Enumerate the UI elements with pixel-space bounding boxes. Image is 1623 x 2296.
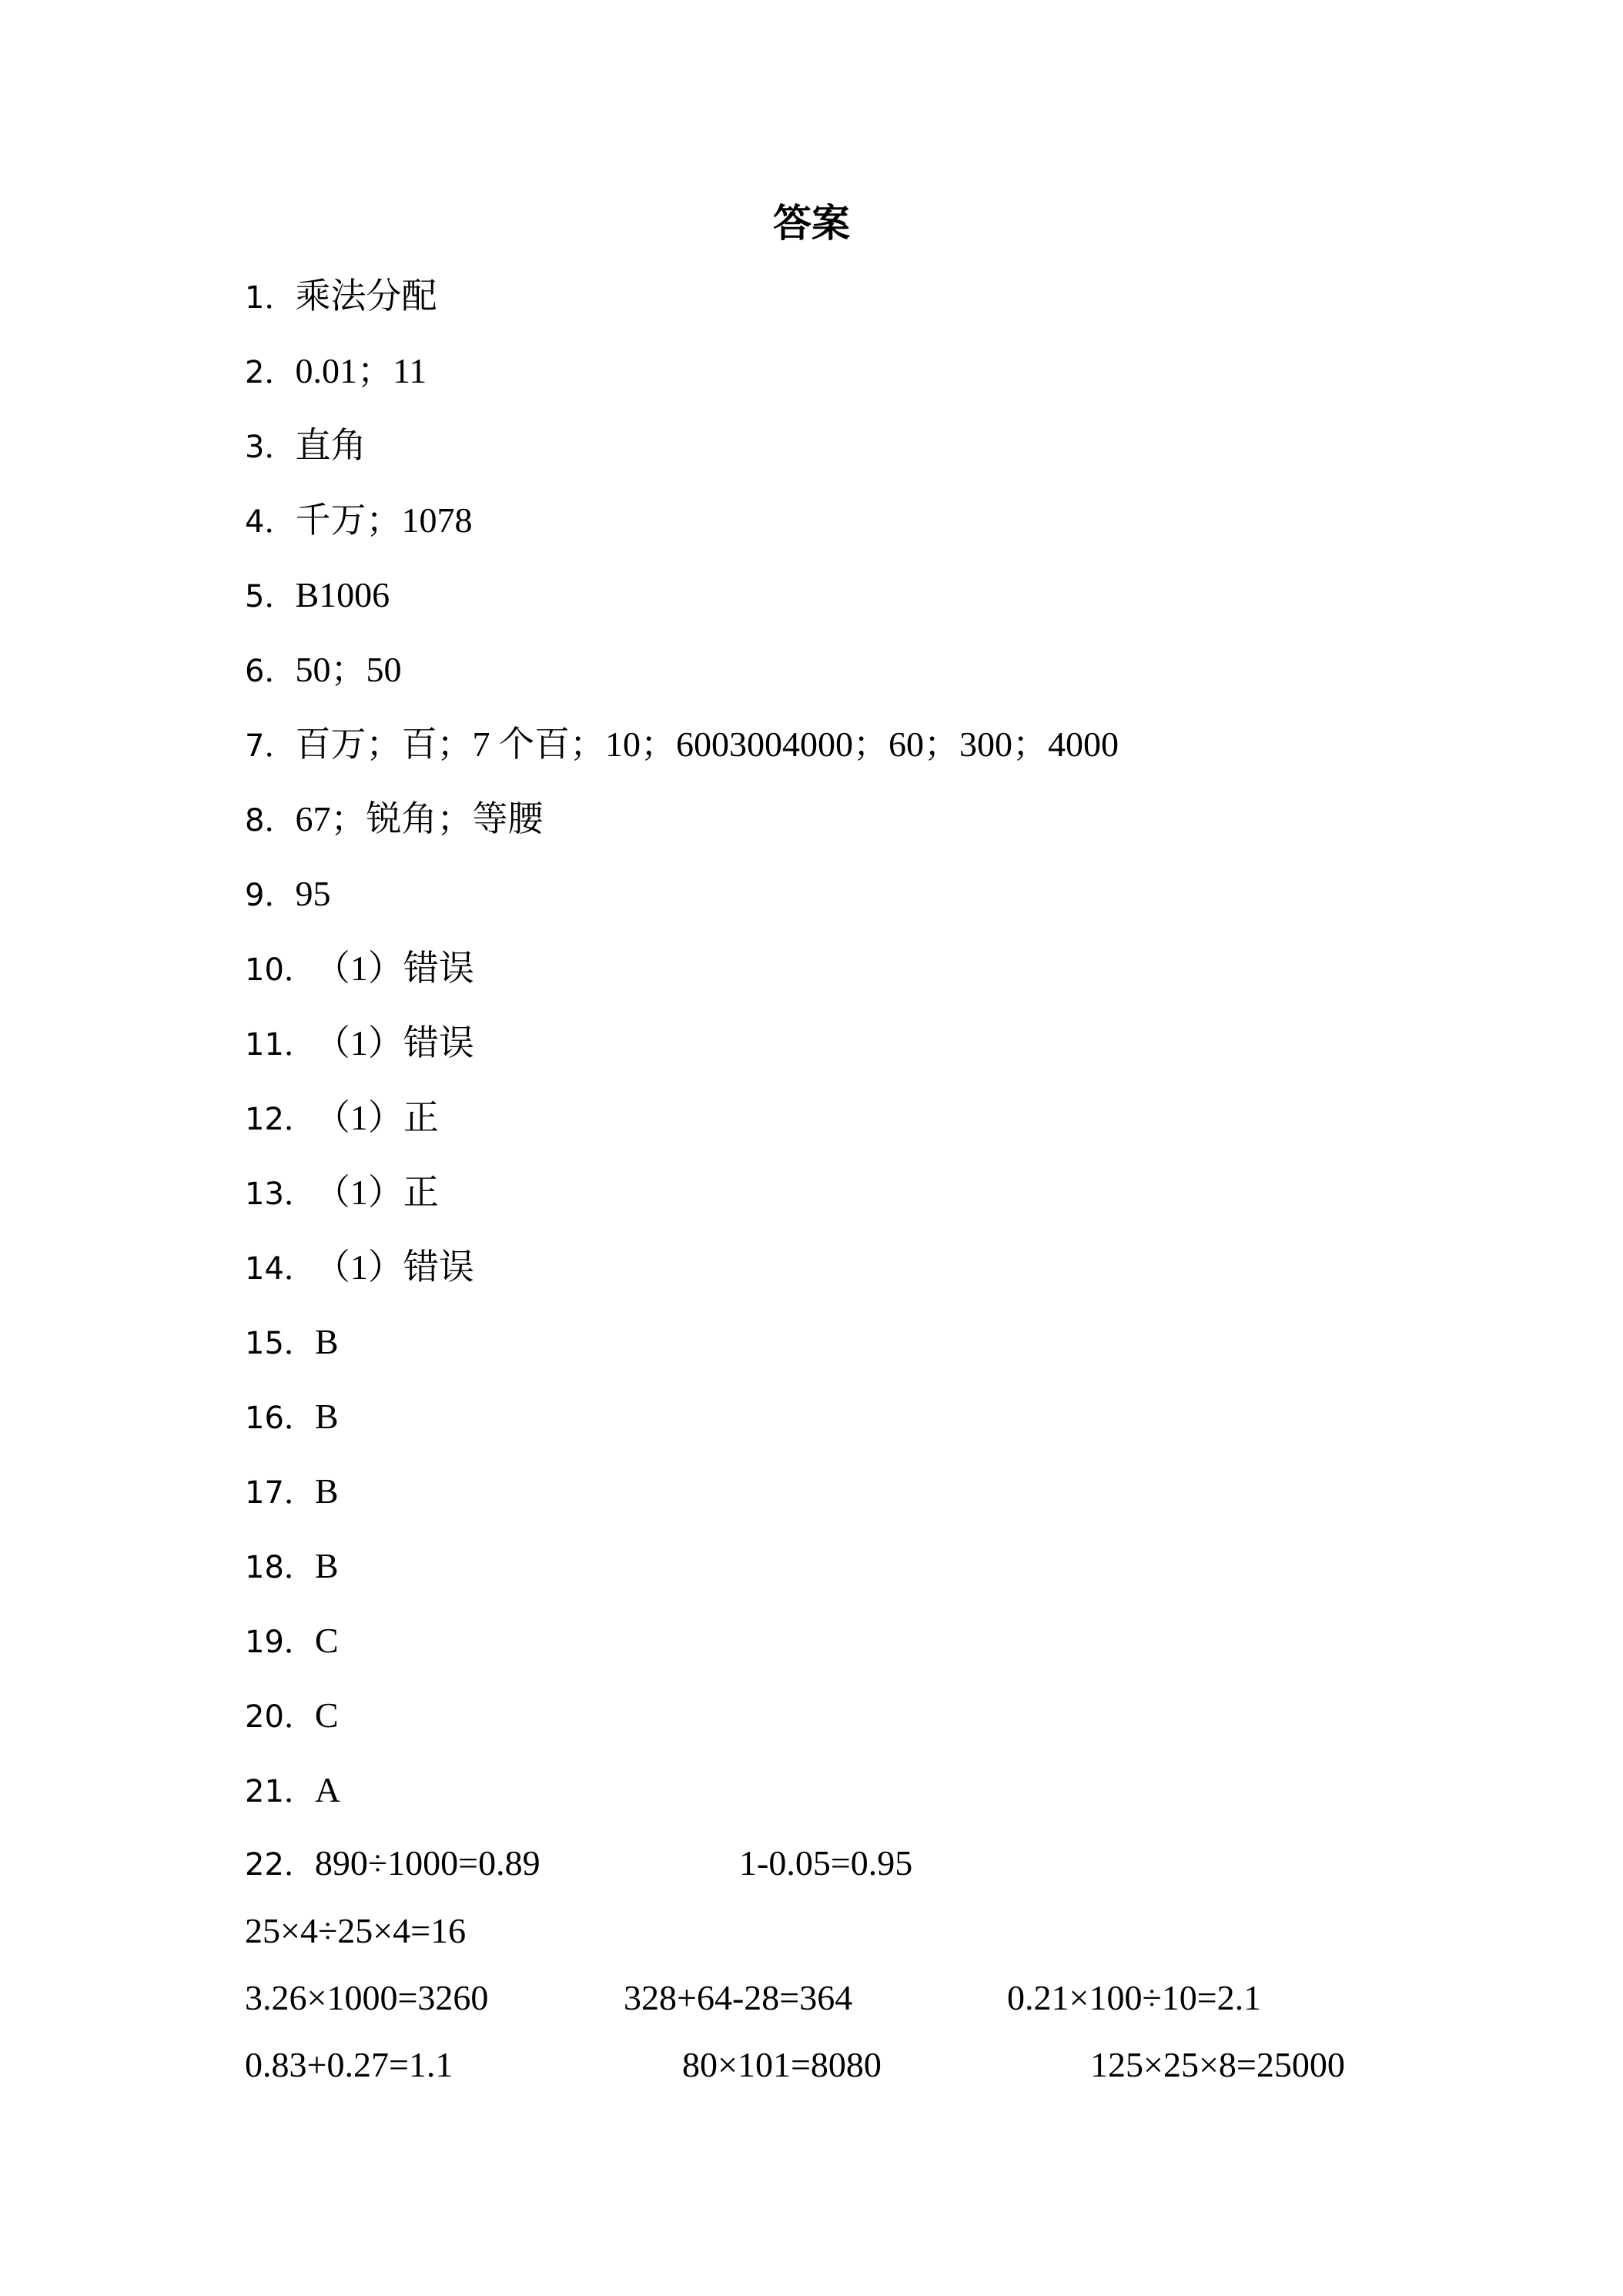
- answer-item: [245, 1763, 1119, 1838]
- calc-expression: 328+64-28=364: [624, 1978, 853, 2017]
- answer-item: [245, 1166, 1119, 1240]
- answer-item: [245, 1614, 1119, 1689]
- calc-expression: 80×101=8080: [682, 2045, 882, 2084]
- answer-text: （1）错误: [314, 1023, 474, 1063]
- answer-number: 21．: [245, 1774, 315, 1809]
- answer-item: [245, 1539, 1119, 1614]
- answer-number: 4．: [245, 504, 296, 540]
- answer-number: 20．: [245, 1699, 315, 1735]
- answer-text: 67；锐角；等腰: [295, 799, 544, 838]
- answer-text: C: [314, 1695, 339, 1735]
- answer-item: [245, 568, 1119, 643]
- answer-item: [245, 1016, 1119, 1091]
- answer-text: 百万；百；7 个百；10；6003004000；60；300；4000: [295, 725, 1119, 764]
- answer-item: [245, 344, 1119, 419]
- answer-item: [245, 494, 1119, 568]
- answer-text: 50；50: [295, 650, 402, 689]
- answer-text: B: [314, 1322, 339, 1361]
- answer-text: A: [314, 1770, 341, 1809]
- answer-item: [245, 269, 1119, 344]
- answer-text: B: [314, 1546, 339, 1585]
- answer-item: [245, 1315, 1119, 1390]
- answer-item: [245, 419, 1119, 494]
- answer-list: [245, 269, 1119, 1838]
- answer-item: [245, 867, 1119, 942]
- calc-expression: 890÷1000=0.89: [314, 1843, 540, 1883]
- answer-number: 8．: [245, 803, 296, 838]
- answer-number: 6．: [245, 654, 296, 689]
- answer-item: [245, 1689, 1119, 1763]
- answer-number: 5．: [245, 579, 296, 614]
- calc-expression: 1-0.05=0.95: [739, 1843, 913, 1883]
- answer-number: 3．: [245, 430, 296, 465]
- answer-number: 11．: [245, 1027, 315, 1063]
- answer-number: 16．: [245, 1401, 315, 1436]
- answer-text: 千万；1078: [295, 500, 473, 540]
- answer-number: 19．: [245, 1625, 315, 1660]
- answer-text: 直角: [295, 426, 366, 465]
- answer-number: 14．: [245, 1251, 315, 1287]
- answer-item: [245, 643, 1119, 718]
- answer-number: 18．: [245, 1550, 315, 1585]
- calc-expression: 3.26×1000=3260: [245, 1978, 489, 2017]
- answer-text: 0.01；11: [295, 351, 427, 390]
- calc-row-1-lead: [245, 1836, 540, 1892]
- answer-item: [245, 1464, 1119, 1539]
- page-title: 答案: [773, 201, 850, 246]
- answer-text: （1）错误: [314, 1247, 474, 1287]
- answer-item: [245, 718, 1119, 792]
- answer-text: 乘法分配: [295, 276, 437, 316]
- answer-item: [245, 1390, 1119, 1464]
- answer-item: [245, 792, 1119, 867]
- answer-item: [245, 1091, 1119, 1166]
- answer-number: 22．: [245, 1847, 315, 1883]
- answer-item: [245, 942, 1119, 1016]
- answer-item: [245, 1240, 1119, 1315]
- answer-number: 13．: [245, 1176, 315, 1212]
- answer-number: 2．: [245, 355, 296, 390]
- answer-text: C: [314, 1621, 339, 1660]
- answer-number: 7．: [245, 728, 296, 764]
- answer-text: B1006: [295, 575, 390, 614]
- answer-number: 9．: [245, 878, 296, 913]
- answer-text: （1）错误: [314, 949, 474, 988]
- answer-text: B: [314, 1397, 339, 1436]
- answer-text: （1）正: [314, 1173, 439, 1212]
- calc-expression: 0.21×100÷10=2.1: [1007, 1978, 1262, 2017]
- answer-number: 1．: [245, 280, 296, 316]
- answer-number: 15．: [245, 1326, 315, 1361]
- answer-number: 12．: [245, 1102, 315, 1137]
- calc-expression: 25×4÷25×4=16: [245, 1911, 467, 1950]
- answer-number: 10．: [245, 952, 315, 988]
- answer-text: （1）正: [314, 1098, 439, 1137]
- calc-expression: 125×25×8=25000: [1090, 2045, 1345, 2084]
- calc-expression: 0.83+0.27=1.1: [245, 2045, 453, 2084]
- answer-number: 17．: [245, 1475, 315, 1511]
- answer-text: 95: [295, 874, 331, 913]
- answer-text: B: [314, 1471, 339, 1511]
